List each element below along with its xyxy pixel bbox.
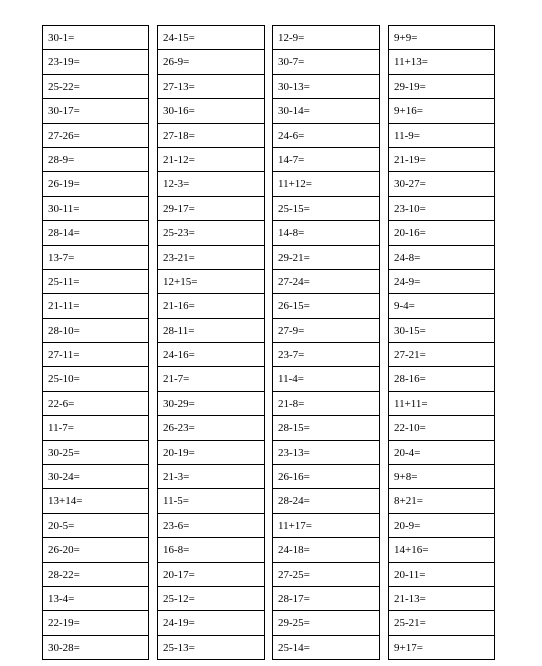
problem-cell: 11+13= [389, 50, 494, 74]
problem-cell: 27-26= [43, 124, 148, 148]
problem-cell: 30-16= [158, 99, 264, 123]
problem-cell: 21-19= [389, 148, 494, 172]
problem-cell: 21-12= [158, 148, 264, 172]
problem-cell: 21-11= [43, 294, 148, 318]
problem-cell: 22-10= [389, 416, 494, 440]
problem-cell: 11+17= [273, 514, 379, 538]
problem-cell: 30-13= [273, 75, 379, 99]
problem-cell: 30-11= [43, 197, 148, 221]
problem-cell: 23-10= [389, 197, 494, 221]
problem-cell: 26-19= [43, 172, 148, 196]
problem-cell: 9+8= [389, 465, 494, 489]
problem-cell: 20-16= [389, 221, 494, 245]
problem-cell: 26-15= [273, 294, 379, 318]
problem-cell: 25-14= [273, 636, 379, 660]
problem-cell: 13-4= [43, 587, 148, 611]
problem-cell: 29-17= [158, 197, 264, 221]
problem-cell: 30-17= [43, 99, 148, 123]
problem-cell: 25-22= [43, 75, 148, 99]
problem-cell: 25-10= [43, 367, 148, 391]
problem-cell: 23-19= [43, 50, 148, 74]
problem-cell: 21-3= [158, 465, 264, 489]
problem-cell: 27-11= [43, 343, 148, 367]
problem-cell: 28-11= [158, 319, 264, 343]
problem-cell: 13-7= [43, 246, 148, 270]
problem-cell: 30-1= [43, 26, 148, 50]
problem-cell: 26-20= [43, 538, 148, 562]
problem-cell: 9+9= [389, 26, 494, 50]
problem-cell: 28-16= [389, 367, 494, 391]
problem-cell: 25-12= [158, 587, 264, 611]
problem-cell: 28-24= [273, 489, 379, 513]
problem-cell: 30-7= [273, 50, 379, 74]
problem-cell: 16-8= [158, 538, 264, 562]
problem-cell: 23-6= [158, 514, 264, 538]
problem-cell: 9+17= [389, 636, 494, 660]
problem-cell: 11+12= [273, 172, 379, 196]
problem-cell: 8+21= [389, 489, 494, 513]
problem-cell: 24-9= [389, 270, 494, 294]
problem-cell: 29-25= [273, 611, 379, 635]
problem-cell: 27-9= [273, 319, 379, 343]
problem-cell: 30-29= [158, 392, 264, 416]
problem-cell: 25-23= [158, 221, 264, 245]
problem-cell: 26-23= [158, 416, 264, 440]
problem-cell: 30-28= [43, 636, 148, 660]
problem-cell: 27-13= [158, 75, 264, 99]
problem-cell: 12+15= [158, 270, 264, 294]
problem-cell: 21-7= [158, 367, 264, 391]
problem-cell: 11+11= [389, 392, 494, 416]
problem-cell: 28-17= [273, 587, 379, 611]
problem-cell: 28-15= [273, 416, 379, 440]
problem-cell: 21-8= [273, 392, 379, 416]
problem-cell: 11-7= [43, 416, 148, 440]
problem-cell: 26-16= [273, 465, 379, 489]
problem-cell: 28-14= [43, 221, 148, 245]
problem-cell: 21-16= [158, 294, 264, 318]
problem-cell: 25-15= [273, 197, 379, 221]
problem-cell: 20-17= [158, 563, 264, 587]
problem-cell: 25-11= [43, 270, 148, 294]
problem-cell: 11-9= [389, 124, 494, 148]
problem-cell: 11-4= [273, 367, 379, 391]
problem-cell: 22-19= [43, 611, 148, 635]
problem-cell: 20-5= [43, 514, 148, 538]
problem-cell: 12-3= [158, 172, 264, 196]
problem-cell: 25-21= [389, 611, 494, 635]
problem-column-2 [157, 25, 265, 660]
problem-cell: 20-11= [389, 563, 494, 587]
problem-cell: 30-24= [43, 465, 148, 489]
problem-cell: 23-21= [158, 246, 264, 270]
problem-cell: 24-15= [158, 26, 264, 50]
problem-cell: 9-4= [389, 294, 494, 318]
problem-cell: 30-25= [43, 441, 148, 465]
problem-cell: 11-5= [158, 489, 264, 513]
problem-cell: 30-27= [389, 172, 494, 196]
problem-cell: 28-22= [43, 563, 148, 587]
problem-cell: 28-10= [43, 319, 148, 343]
problem-cell: 25-13= [158, 636, 264, 660]
problem-cell: 21-13= [389, 587, 494, 611]
problem-cell: 27-25= [273, 563, 379, 587]
problem-cell: 20-4= [389, 441, 494, 465]
problem-cell: 29-21= [273, 246, 379, 270]
problem-cell: 30-15= [389, 319, 494, 343]
problem-cell: 28-9= [43, 148, 148, 172]
problem-cell: 14-7= [273, 148, 379, 172]
problem-cell: 12-9= [273, 26, 379, 50]
problem-cell: 27-18= [158, 124, 264, 148]
problem-cell: 13+14= [43, 489, 148, 513]
problem-cell: 24-18= [273, 538, 379, 562]
problem-cell: 29-19= [389, 75, 494, 99]
problem-cell: 24-6= [273, 124, 379, 148]
problem-cell: 9+16= [389, 99, 494, 123]
problem-cell: 27-21= [389, 343, 494, 367]
problem-cell: 24-8= [389, 246, 494, 270]
problem-cell: 20-9= [389, 514, 494, 538]
problem-cell: 23-13= [273, 441, 379, 465]
problem-cell: 22-6= [43, 392, 148, 416]
problem-column-1 [42, 25, 149, 660]
problem-cell: 14+16= [389, 538, 494, 562]
problem-cell: 20-19= [158, 441, 264, 465]
problem-cell: 24-16= [158, 343, 264, 367]
problem-cell: 27-24= [273, 270, 379, 294]
problem-cell: 30-14= [273, 99, 379, 123]
problem-column-4 [388, 25, 495, 660]
problem-cell: 23-7= [273, 343, 379, 367]
problem-cell: 26-9= [158, 50, 264, 74]
problem-column-3 [272, 25, 380, 660]
problem-cell: 14-8= [273, 221, 379, 245]
problem-cell: 24-19= [158, 611, 264, 635]
